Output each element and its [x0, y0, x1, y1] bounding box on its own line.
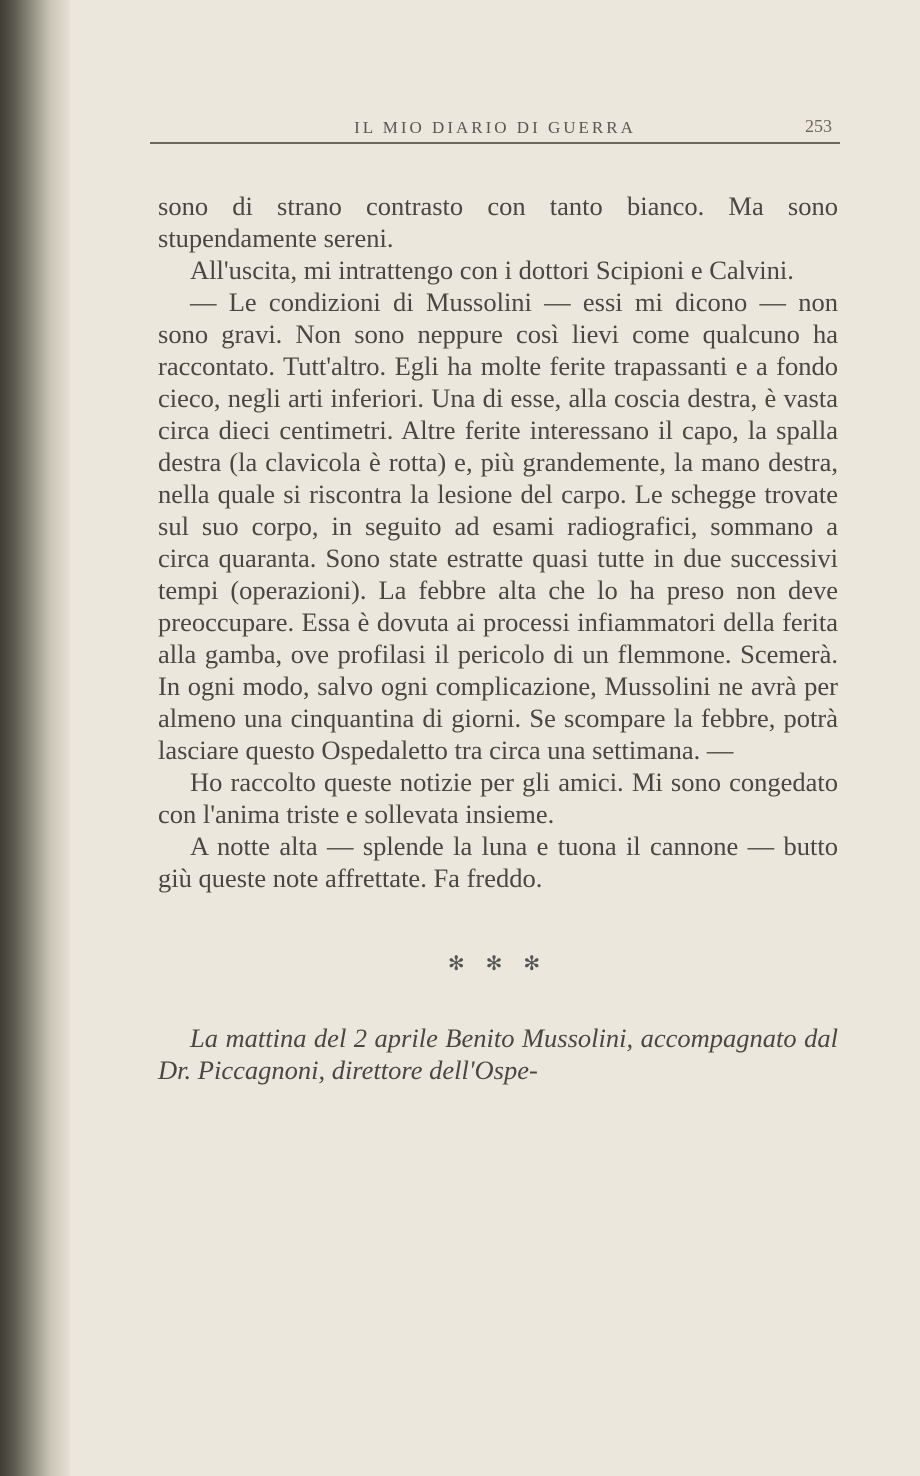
paragraph-5: A notte alta — splende la luna e tuona il cannone — butto giù queste note affrettate. Fa freddo. — [158, 831, 838, 893]
paragraph-1: sono di strano contrasto con tanto bianco. Ma sono stupendamente sereni. — [158, 191, 838, 253]
running-title: IL MIO DIARIO DI GUERRA — [354, 118, 636, 137]
book-binding-shadow — [0, 0, 70, 1476]
italic-paragraph: La mattina del 2 aprile Benito Mussolini, accompagnato dal Dr. Piccagnoni, direttore dell'Ospe- — [158, 1023, 838, 1085]
paragraph-2: All'uscita, mi intrattengo con i dottori Scipioni e Calvini. — [190, 255, 794, 285]
book-page — [150, 0, 840, 1476]
body-text — [158, 190, 838, 1086]
paragraph-4: Ho raccolto queste notizie per gli amici. Mi sono congedato con l'anima triste e sollevata insieme. — [158, 767, 838, 829]
paragraph-3: — Le condizioni di Mussolini — essi mi dicono — non sono gravi. Non sono neppure così lievi come qualcuno ha raccontato. Tutt'altro. Egli ha molte ferite trapassanti e a fondo cieco, negli arti inferiori. Una di esse, alla coscia destra, è vasta circa dieci centimetri. Altre ferite interessano il capo, la spalla destra (la clavicola è rotta) e, più grandemente, la mano destra, nella quale si riscontra la lesione del carpo. Le schegge trovate sul suo corpo, in seguito ad esami radiografici, sommano a circa quaranta. Sono state estratte quasi tutte in due successivi tempi (operazioni). La febbre alta che lo ha preso non deve preoccupare. Essa è dovuta ai processi infiammatori della ferita alla gamba, ove profilasi il pericolo di un flemmone. Scemerà. In ogni modo, salvo ogni complicazione, Mussolini ne avrà per almeno una cinquantina di giorni. Se scompare la febbre, potrà lasciare questo Ospedaletto tra circa una settimana. — — [158, 287, 838, 765]
page-number: 253 — [805, 116, 832, 136]
section-ornament: ✻ ✻ ✻ — [447, 953, 549, 975]
running-head — [150, 118, 840, 144]
